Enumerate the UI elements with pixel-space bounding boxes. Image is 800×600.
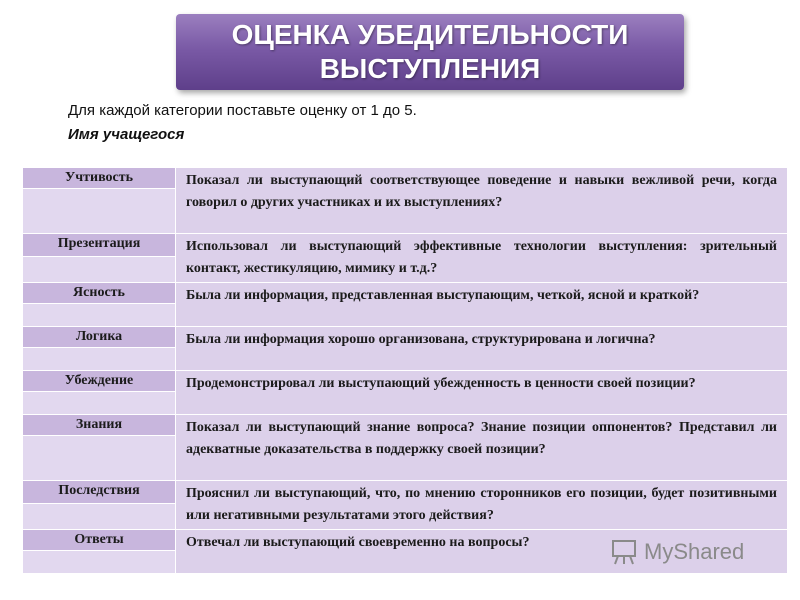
table-row <box>23 415 788 436</box>
student-name-label: Имя учащегося <box>68 126 185 143</box>
table-row <box>23 327 788 348</box>
score-cell[interactable] <box>23 551 176 574</box>
score-cell[interactable] <box>23 257 176 283</box>
category-cell: Последствия <box>23 481 176 504</box>
table-row <box>23 234 788 257</box>
description-cell: Продемонстрировал ли выступающий убежденность в ценности своей позиции? <box>176 371 788 415</box>
category-cell: Учтивость <box>23 168 176 189</box>
category-cell: Убеждение <box>23 371 176 392</box>
title-line-2: ВЫСТУПЛЕНИЯ <box>319 53 541 84</box>
category-cell: Знания <box>23 415 176 436</box>
description-cell: Была ли информация, представленная выступающим, четкой, ясной и краткой? <box>176 283 788 327</box>
instructions-text: Для каждой категории поставьте оценку от 1 до 5. <box>68 102 417 119</box>
description-cell: Отвечал ли выступающий своевременно на вопросы? <box>176 530 788 574</box>
criteria-table <box>22 167 788 574</box>
title-line-1: ОЦЕНКА УБЕДИТЕЛЬНОСТИ <box>231 19 629 50</box>
slide-title <box>176 14 684 90</box>
category-cell: Ответы <box>23 530 176 551</box>
watermark-logo <box>610 538 744 566</box>
table-row <box>23 283 788 304</box>
presentation-board-icon <box>610 538 638 566</box>
description-cell: Прояснил ли выступающий, что, по мнению сторонников его позиции, будет позитивными или негативными результатами этого действия? <box>176 481 788 530</box>
score-cell[interactable] <box>23 304 176 327</box>
description-cell: Была ли информация хорошо организована, структурирована и логична? <box>176 327 788 371</box>
score-cell[interactable] <box>23 348 176 371</box>
logo-text: MyShared <box>644 539 745 564</box>
category-cell: Ясность <box>23 283 176 304</box>
score-cell[interactable] <box>23 392 176 415</box>
description-cell: Показал ли выступающий знание вопроса? Знание позиции оппонентов? Представил ли адекватные доказательства в поддержку своей позиции? <box>176 415 788 481</box>
category-cell: Логика <box>23 327 176 348</box>
table-row <box>23 481 788 504</box>
category-cell: Презентация <box>23 234 176 257</box>
score-cell[interactable] <box>23 436 176 481</box>
score-cell[interactable] <box>23 189 176 234</box>
table-row <box>23 168 788 189</box>
description-cell: Использовал ли выступающий эффективные технологии выступления: зрительный контакт, жестикуляцию, мимику и т.д.? <box>176 234 788 283</box>
score-cell[interactable] <box>23 504 176 530</box>
table-row <box>23 371 788 392</box>
description-cell: Показал ли выступающий соответствующее поведение и навыки вежливой речи, когда говорил о других участниках и их выступлениях? <box>176 168 788 234</box>
